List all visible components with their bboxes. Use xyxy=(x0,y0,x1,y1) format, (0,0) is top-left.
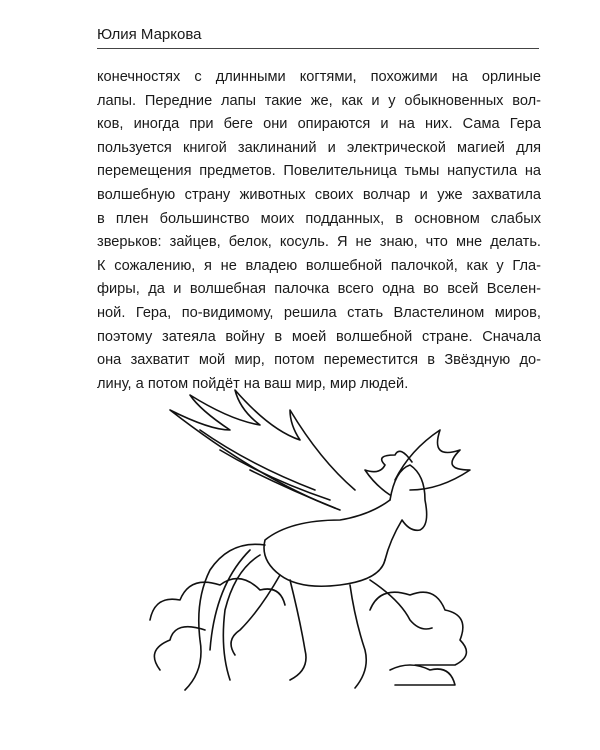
text-line: пользуется книгой заклинаний и электрической магией для xyxy=(97,139,541,156)
text-line: лапы. Передние лапы такие же, как и у обыкновенных вол- xyxy=(97,92,541,109)
text-line: она захватит мой мир, потом переместится в Звёздную до- xyxy=(97,352,541,369)
text-line: волшебную страну животных своих волчар и уже захватила xyxy=(97,186,541,203)
horse-body-icon xyxy=(231,465,432,688)
body-text xyxy=(97,66,541,396)
pegasus-illustration xyxy=(140,370,490,710)
text-line: в плен большинство моих подданных, в основном слабых xyxy=(97,210,541,227)
text-line: зверьков: зайцев, белок, косуль. Я не знаю, что мне делать. xyxy=(97,234,541,251)
header-rule xyxy=(97,48,539,49)
running-header-author: Юлия Маркова xyxy=(97,26,202,43)
text-line: перемещения предметов. Повелительница тьмы напустила на xyxy=(97,163,541,180)
text-line: лину, а потом пойдёт на ваш мир, мир людей. xyxy=(97,375,409,392)
text-line: ной. Гера, по-видимому, решила стать Властелином миров, xyxy=(97,304,541,321)
text-line: фиры, да и волшебная палочка всего одна во всей Вселен- xyxy=(97,281,541,298)
text-line: К сожалению, я не владею волшебной палочкой, как у Гла- xyxy=(97,257,541,274)
text-line: поэтому затеяла войну в моей волшебной стране. Сначала xyxy=(97,328,541,345)
text-line: конечностях с длинными когтями, похожими на орлиные xyxy=(97,69,541,85)
text-line: ков, иногда при беге они опираются и на них. Сама Гера xyxy=(97,116,541,133)
